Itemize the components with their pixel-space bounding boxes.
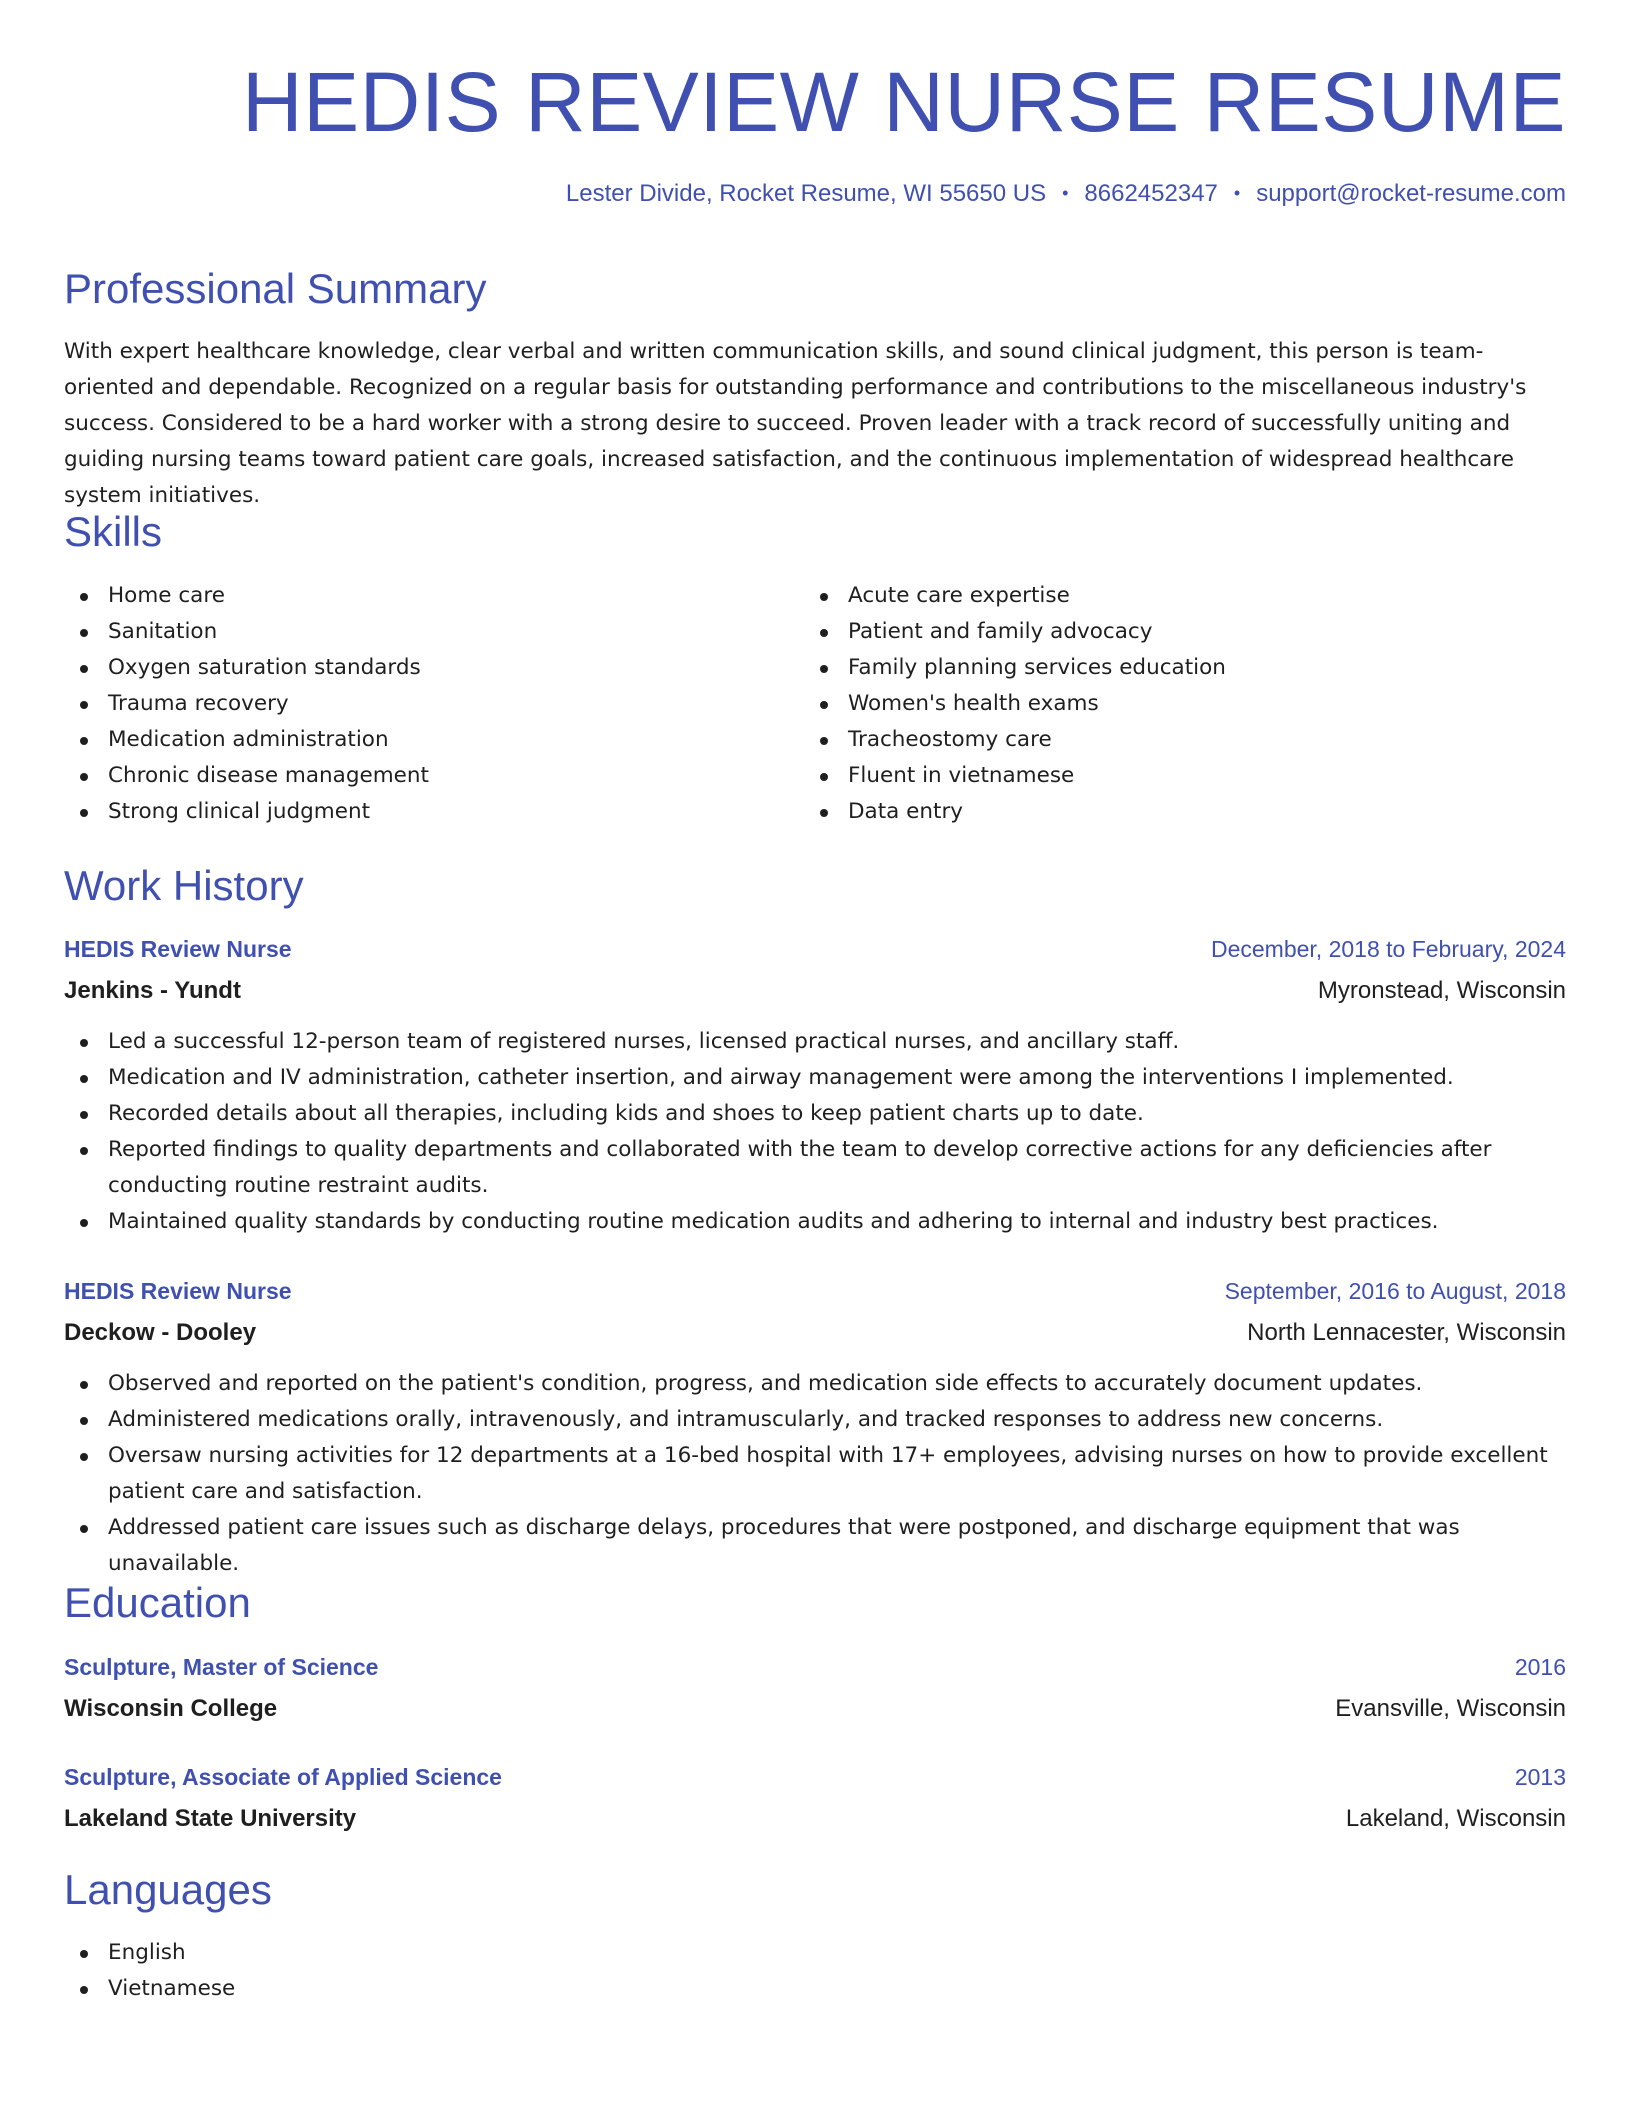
work-history-heading: Work History [64,862,304,909]
contact-address: Lester Divide, Rocket Resume, WI 55650 US [565,180,1047,207]
contact-separator: • [1233,183,1241,203]
job-entry-header [64,936,1566,1005]
duty-item: Oversaw nursing activities for 12 departments at a 16-bed hospital with 17+ employees, advising nurses on how to provide excellent patient care and satisfaction. [64,1438,1566,1510]
school-location: Lakeland, Wisconsin [1345,1805,1566,1832]
skills-list [64,578,1566,830]
duty-item: Administered medications orally, intravenously, and intramuscularly, and tracked responses to address new concerns. [64,1402,1566,1438]
duty-item: Led a successful 12-person team of registered nurses, licensed practical nurses, and ancillary staff. [64,1024,1566,1060]
degree-title: Sculpture, Associate of Applied Science [64,1764,502,1790]
summary-text: With expert healthcare knowledge, clear verbal and written communication skills, and sound clinical judgment, this person is team-oriented and dependable. Recognized on a regular basis for outstanding performance and contributions to the miscellaneous industry's success. Considered to be a hard worker with a strong desire to succeed. Proven leader with a track record of successfully uniting and guiding nursing teams toward patient care goals, increased satisfaction, and the continuous implementation of widespread healthcare system initiatives. [64,339,1527,508]
skill-item: Data entry [804,794,1544,830]
degree-title: Sculpture, Master of Science [64,1654,379,1680]
duty-item: Observed and reported on the patient's condition, progress, and medication side effects to accurately document updates. [64,1366,1566,1402]
contact-email[interactable]: support@rocket-resume.com [1256,180,1566,207]
skill-item: Trauma recovery [64,686,804,722]
skill-item: Fluent in vietnamese [804,758,1544,794]
education-heading: Education [64,1579,251,1626]
language-item: English [64,1935,1566,1971]
education-entry [64,1654,1566,1723]
skill-item: Women's health exams [804,686,1544,722]
resume-header [64,55,1566,207]
school-name: Wisconsin College [64,1695,278,1722]
duty-item: Medication and IV administration, catheter insertion, and airway management were among the interventions I implemented. [64,1060,1566,1096]
job-company: Deckow - Dooley [64,1319,257,1346]
resume-name: HEDIS REVIEW NURSE RESUME [241,55,1566,149]
skills-heading: Skills [64,508,163,555]
school-name: Lakeland State University [64,1805,357,1832]
duty-item: Recorded details about all therapies, including kids and shoes to keep patient charts up to date. [64,1096,1566,1132]
job-title: HEDIS Review Nurse [64,936,292,962]
skill-item: Oxygen saturation standards [64,650,804,686]
contact-line [64,182,1566,206]
job-location: North Lennacester, Wisconsin [1247,1319,1566,1346]
skill-item: Acute care expertise [804,578,1544,614]
contact-phone[interactable]: 8662452347 [1084,180,1218,207]
languages-list [64,1935,1566,2007]
skill-item: Sanitation [64,614,804,650]
skill-item: Chronic disease management [64,758,804,794]
skill-item: Strong clinical judgment [64,794,804,830]
skill-item: Medication administration [64,722,804,758]
job-dates: December, 2018 to February, 2024 [1210,936,1566,962]
skill-item: Patient and family advocacy [804,614,1544,650]
school-location: Evansville, Wisconsin [1335,1695,1566,1722]
summary-heading: Professional Summary [64,265,487,312]
skill-item: Tracheostomy care [804,722,1544,758]
skill-item: Home care [64,578,804,614]
contact-separator: • [1062,183,1069,203]
education-entry [64,1764,1566,1833]
job-location: Myronstead, Wisconsin [1317,977,1566,1004]
graduation-year: 2016 [1514,1654,1566,1680]
skills-column-left [64,578,804,830]
job-dates: September, 2016 to August, 2018 [1224,1278,1566,1304]
job-duties [64,1024,1566,1240]
job-title: HEDIS Review Nurse [64,1278,292,1304]
duty-item: Maintained quality standards by conducting routine medication audits and adhering to internal and industry best practices. [64,1204,1566,1240]
duty-item: Reported findings to quality departments and collaborated with the team to develop corrective actions for any deficiencies after conducting routine restraint audits. [64,1132,1566,1204]
job-duties [64,1366,1566,1582]
skills-column-right [804,578,1544,830]
resume-page [64,0,1566,2001]
job-company: Jenkins - Yundt [64,977,241,1004]
language-item: Vietnamese [64,1971,1566,2007]
graduation-year: 2013 [1514,1764,1566,1790]
duty-item: Addressed patient care issues such as discharge delays, procedures that were postponed, and discharge equipment that was unavailable. [64,1510,1566,1582]
job-entry-header [64,1278,1566,1347]
languages-heading: Languages [64,1866,272,1913]
skill-item: Family planning services education [804,650,1544,686]
